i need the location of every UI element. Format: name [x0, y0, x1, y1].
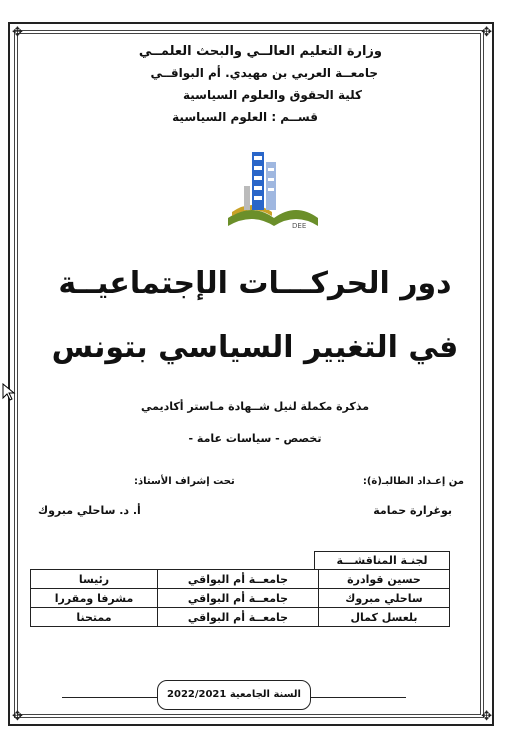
table-row [31, 570, 450, 589]
specialty-line: تخصص - سياسات عامة - [188, 432, 322, 445]
university-name: جامعــة العربي بن مهيدي. أم البواقــي [150, 66, 378, 80]
student-name: بوغرارة حمامة [373, 504, 452, 517]
ministry-name: وزارة التعليم العالــي والبحث العلمــي [138, 44, 382, 59]
committee-role: مشرفا ومقررا [31, 589, 158, 608]
supervisor-name: أ. د. ساحلي مبروك [38, 504, 141, 517]
table-row [31, 589, 450, 608]
corner-ornament-icon: ✥ [12, 25, 23, 40]
committee-member-name: ساحلي مبروك [319, 589, 450, 608]
academic-year: السنة الجامعية 2022/2021 [157, 680, 311, 710]
committee-member-name: حسين قوادرة [319, 570, 450, 589]
corner-ornament-icon: ✥ [481, 709, 492, 724]
table-row [31, 608, 450, 627]
thesis-title-line-2: في التغيير السياسي بتونس [51, 330, 459, 365]
corner-ornament-icon: ✥ [12, 709, 23, 724]
department-name: قســم : العلوم السياسية [172, 110, 318, 124]
committee-institution: جامعــة أم البواقي [158, 608, 319, 627]
committee-institution: جامعــة أم البواقي [158, 570, 319, 589]
memo-description: مذكرة مكملة لنيل شــهادة مـاستر أكاديمي [140, 400, 369, 413]
divider-line-right [311, 697, 406, 698]
committee-role: ممتحنا [31, 608, 158, 627]
committee-member-name: بلعسل كمال [319, 608, 450, 627]
logo-caption: DEE [292, 222, 307, 230]
committee-title: لجنـة المناقشـــة [314, 551, 450, 569]
prepared-by-label: من إعـداد الطالبـ(ة): [362, 476, 464, 487]
committee-table [30, 569, 450, 627]
divider-line-left [62, 697, 157, 698]
committee-role: رئيسا [31, 570, 158, 589]
supervisor-label: تحت إشراف الأستاذ: [134, 476, 235, 487]
thesis-title-line-1: دور الحركـــات الإجتماعيــة [58, 266, 452, 301]
university-building-logo-icon [222, 146, 322, 238]
committee-institution: جامعــة أم البواقي [158, 589, 319, 608]
faculty-name: كلية الحقوق والعلوم السياسية [182, 88, 362, 102]
corner-ornament-icon: ✥ [481, 25, 492, 40]
mouse-cursor-icon [0, 383, 18, 401]
